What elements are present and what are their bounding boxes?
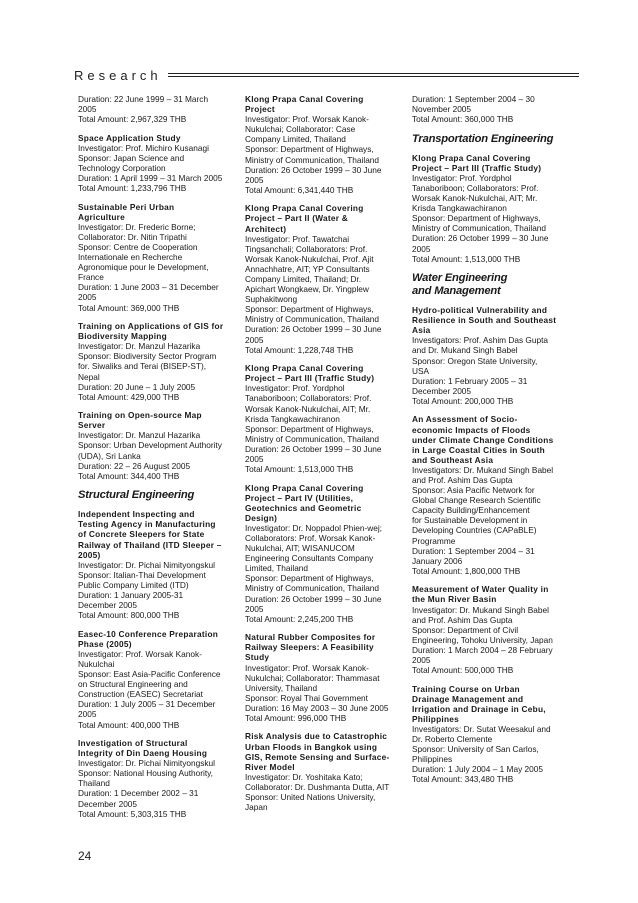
entry-group	[412, 153, 568, 264]
project-details	[78, 143, 234, 193]
project-detail-line: Agronomique pour le Development,	[78, 262, 209, 273]
project-details	[78, 758, 234, 819]
project-title-line: Asia	[412, 325, 431, 336]
project-detail-line: and Dr. Mukand Singh Babel	[412, 345, 518, 356]
header-rule	[168, 73, 579, 77]
project-detail-line: Sponsor: United Nations University,	[245, 792, 376, 803]
project-title	[78, 321, 234, 341]
project-details	[245, 234, 401, 355]
project-title-line: Railway Sleepers: A Feasibility	[245, 642, 374, 653]
project-detail-line: 2005	[78, 292, 97, 303]
project-title-line: Project	[245, 104, 275, 115]
project-detail-line: Nukulchai, AIT; WISANUCOM	[245, 543, 355, 554]
project-details	[78, 649, 234, 730]
project-detail-line: Annachhatre, AIT; YP Consultants	[245, 263, 370, 274]
project-title-line: Integrity of Din Daeng Housing	[78, 748, 208, 759]
section-heading-structural: Structural Engineering	[78, 489, 195, 502]
project-detail-line: Total Amount: 369,000 THB	[78, 302, 180, 313]
project-detail-line: Sponsor: Department of Highways,	[412, 213, 541, 224]
project-detail-line: Duration: 1 September 2004 – 31	[412, 545, 535, 556]
project-detail-line: Programme	[412, 535, 456, 546]
project-detail-line: Sponsor: Japan Science and	[78, 152, 185, 163]
project-title-line: Design)	[245, 512, 278, 523]
project-detail-line: Sponsor: Department of Highways,	[245, 304, 374, 315]
project-detail-line: University, Thailand	[245, 682, 318, 693]
project-detail-line: Investigators: Prof. Ashim Das Gupta	[412, 335, 549, 346]
project-detail-line: Philippines	[412, 754, 453, 765]
project-title	[245, 203, 401, 233]
project-detail-line: Duration: 1 June 2003 – 31 December	[78, 282, 219, 293]
project-detail-line: Total Amount: 1,233,796 THB	[78, 183, 187, 194]
text-line: Total Amount: 2,967,329 THB	[78, 114, 187, 125]
project-title-line: Agriculture	[78, 211, 126, 222]
project-details	[245, 114, 401, 195]
header-title: Research	[74, 67, 162, 83]
project-detail-line: Ministry of Communication, Thailand	[412, 223, 547, 234]
project-entry	[78, 738, 234, 819]
project-title	[245, 94, 401, 114]
project-entry	[245, 483, 401, 624]
project-detail-line: Sponsor: Department of Civil	[412, 624, 519, 635]
project-title-line: Klong Prapa Canal Covering	[245, 482, 364, 493]
project-detail-line: 2005	[245, 334, 264, 345]
project-detail-line: for Sustainable Development in	[412, 515, 528, 526]
project-detail-line: Technology Corporation	[78, 162, 166, 173]
project-detail-line: Construction (EASEC) Secretariat	[78, 689, 203, 700]
project-detail-line: Global Change Research Scientific	[412, 495, 541, 506]
project-title	[412, 153, 568, 173]
project-detail-line: Total Amount: 400,000 THB	[78, 719, 180, 730]
project-title-line: in Large Coastal Cities in South	[412, 444, 545, 455]
project-title-line: Hydro-political Vulnerability and	[412, 305, 548, 316]
project-detail-line: Sponsor: Asia Pacific Network for	[412, 485, 535, 496]
entry-group	[412, 305, 568, 784]
project-detail-line: Duration: 1 April 1999 – 31 March 2005	[78, 173, 223, 184]
project-detail-line: Total Amount: 800,000 THB	[78, 610, 180, 621]
project-details	[412, 724, 568, 785]
project-detail-line: Total Amount: 429,000 THB	[78, 391, 180, 402]
project-detail-line: Duration: 1 March 2004 – 28 February	[412, 644, 553, 655]
project-detail-line: Investigator: Dr. Pichai Nimityongskul	[78, 758, 215, 769]
project-detail-line: Sponsor: Urban Development Authority	[78, 440, 222, 451]
project-detail-line: Investigator: Prof. Worsak Kanok-	[78, 648, 202, 659]
project-title	[78, 410, 234, 430]
project-detail-line: Total Amount: 6,341,440 THB	[245, 184, 354, 195]
project-detail-line: Limited, Thailand	[245, 563, 309, 574]
project-detail-line: Nukulchai; Collaborator: Thammasat	[245, 672, 380, 683]
project-detail-line: Sponsor: Biodiversity Sector Program	[78, 351, 217, 362]
project-detail-line: Sponsor: National Housing Authority,	[78, 768, 213, 779]
project-detail-line: Total Amount: 996,000 THB	[245, 713, 347, 723]
project-title-line: Easec-10 Conference Preparation	[78, 628, 219, 639]
project-title-line: An Assessment of Socio-	[412, 414, 518, 425]
project-title-line: Project – Part IV (Utilities,	[245, 492, 354, 503]
project-title-line: Training Course on Urban	[412, 683, 520, 694]
section-heading-transportation	[412, 133, 568, 146]
text-line: Transportation Engineering	[412, 132, 554, 145]
project-detail-line: (UDA), Sri Lanka	[78, 450, 141, 461]
project-detail-line: for. Siwaliks and Terai (BISEP-ST),	[78, 361, 207, 372]
project-title-line: Space Application Study	[78, 132, 181, 143]
project-detail-line: Total Amount: 5,303,315 THB	[78, 808, 187, 819]
project-detail-line: Total Amount: 1,228,748 THB	[245, 344, 354, 355]
project-title	[78, 202, 234, 222]
project-title-line: Investigation of Structural	[78, 737, 188, 748]
text-line: Water Engineering	[412, 272, 508, 285]
project-entry	[412, 305, 568, 406]
project-detail-line: Duration: 1 July 2005 – 31 December	[78, 699, 216, 710]
project-title-line: Architect)	[245, 223, 287, 234]
project-title-line: GIS, Remote Sensing and Surface-	[245, 751, 390, 762]
project-title-line: Irrigation and Drainage in Cebu,	[412, 703, 546, 714]
project-detail-line: Duration: 1 February 2005 – 31	[412, 375, 528, 386]
project-title-line: Natural Rubber Composites for	[245, 632, 376, 643]
project-detail-line: Capacity Building/Enhancement	[412, 505, 530, 516]
project-title	[245, 363, 401, 383]
project-entry	[412, 153, 568, 264]
project-detail-line: Sponsor: Italian-Thai Development	[78, 569, 206, 580]
text-line: 2005	[78, 104, 97, 115]
lead-continuation	[412, 94, 568, 124]
entry-group	[78, 133, 234, 481]
project-detail-line: December 2005	[78, 600, 138, 611]
project-detail-line: December 2005	[78, 798, 138, 809]
lead-continuation	[78, 94, 234, 124]
project-entry	[78, 202, 234, 313]
project-detail-line: and Prof. Ashim Das Gupta	[412, 474, 513, 485]
project-entry	[245, 731, 401, 812]
project-detail-line: Investigator: Prof. Michiro Kusanagi	[78, 142, 209, 153]
project-detail-line: Public Company Limited (ITD)	[78, 579, 189, 590]
project-detail-line: Investigator: Dr. Noppadol Phien-wej;	[245, 522, 382, 533]
project-entry	[78, 410, 234, 481]
project-detail-line: Duration: 22 – 26 August 2005	[78, 460, 191, 471]
project-title-line: Resilience in South and Southeast	[412, 315, 557, 326]
project-details	[412, 335, 568, 406]
project-title-line: Drainage Management and	[412, 693, 524, 704]
project-detail-line: Internationale en Recherche	[78, 252, 183, 263]
entry-group	[78, 509, 234, 819]
project-title-line: Project – Part II (Water &	[245, 213, 349, 224]
project-details	[245, 383, 401, 474]
project-title	[412, 684, 568, 724]
project-detail-line: Worsak Kanok-Nukulchai, AIT; Mr.	[245, 403, 371, 414]
project-detail-line: Duration: 1 December 2002 – 31	[78, 788, 199, 799]
project-details	[245, 663, 401, 724]
project-details	[78, 341, 234, 402]
text-line: November 2005	[412, 104, 472, 115]
project-entry	[245, 94, 401, 195]
project-entry	[78, 509, 234, 620]
project-detail-line: Tanaboriboon; Collaborators: Prof.	[245, 393, 372, 404]
project-entry	[412, 414, 568, 576]
text-line: Total Amount: 360,000 THB	[412, 114, 514, 125]
project-detail-line: 2005	[78, 709, 97, 720]
section-heading-water	[412, 272, 568, 298]
text-line: Duration: 22 June 1999 – 31 March	[78, 94, 209, 104]
running-header	[74, 66, 579, 84]
project-details	[78, 430, 234, 480]
project-title	[245, 731, 401, 771]
project-title	[78, 133, 234, 143]
project-detail-line: Investigator: Dr. Manzul Hazarika	[78, 430, 201, 441]
project-detail-line: 2005	[245, 453, 264, 464]
project-detail-line: Total Amount: 500,000 THB	[412, 665, 514, 676]
project-detail-line: Duration: 16 May 2003 – 30 June 2005	[245, 702, 389, 713]
project-title-line: Measurement of Water Quality in	[412, 584, 549, 595]
project-detail-line: Krisda Tangkawachiranon	[245, 413, 340, 424]
project-detail-line: Total Amount: 344,400 THB	[78, 470, 180, 481]
project-title-line: Phase (2005)	[78, 638, 132, 649]
project-detail-line: Sponsor: Centre de Cooperation	[78, 242, 198, 252]
project-detail-line: Collaborator: Dr. Dushmanta Dutta, AIT	[245, 781, 390, 792]
project-detail-line: Dr. Roberto Clemente	[412, 734, 493, 745]
project-title	[245, 483, 401, 523]
project-title-line: Sustainable Peri Urban	[78, 201, 175, 212]
project-detail-line: Nukulchai; Collaborator: Case	[245, 124, 356, 135]
project-detail-line: Nukulchai	[78, 658, 115, 669]
project-title	[78, 629, 234, 649]
project-detail-line: Engineering, Tohoku University, Japan	[412, 634, 553, 645]
project-detail-line: Duration: 26 October 1999 – 30 June	[245, 443, 382, 454]
project-title-line: Philippines	[412, 713, 460, 724]
project-detail-line: Company Limited, Thailand	[245, 134, 346, 145]
project-title-line: economic Impacts of Floods	[412, 424, 531, 435]
project-details	[78, 222, 234, 313]
project-details	[412, 465, 568, 576]
project-title-line: Training on Open-source Map	[78, 410, 202, 421]
project-detail-line: Investigator: Dr. Mukand Singh Babel	[412, 604, 549, 615]
project-detail-line: Engineering Consultants Company	[245, 553, 374, 564]
project-detail-line: Japan	[245, 802, 268, 813]
project-entry	[245, 203, 401, 354]
project-title	[412, 305, 568, 335]
project-title	[412, 414, 568, 464]
project-detail-line: 2005	[412, 654, 431, 665]
project-title	[412, 584, 568, 604]
project-title-line: Urban Floods in Bangkok using	[245, 741, 378, 752]
project-detail-line: Sponsor: Oregon State University,	[412, 355, 538, 366]
project-detail-line: Developing Countries (CAPaBLE)	[412, 525, 537, 536]
project-title-line: Independent Inspecting and	[78, 509, 195, 520]
project-detail-line: Investigator: Prof. Yordphol	[412, 172, 512, 183]
project-detail-line: Ministry of Communication, Thailand	[245, 433, 380, 444]
column-3	[412, 94, 568, 793]
project-detail-line: Thailand	[78, 778, 110, 789]
project-details	[245, 523, 401, 624]
project-detail-line: Total Amount: 1,800,000 THB	[412, 565, 521, 576]
project-title-line: Testing Agency in Manufacturing	[78, 519, 216, 530]
project-detail-line: Collaborator: Dr. Nitin Tripathi	[78, 231, 187, 242]
entry-group	[245, 94, 401, 812]
project-title-line: of Concrete Sleepers for State	[78, 529, 205, 540]
project-details	[412, 173, 568, 264]
project-detail-line: Investigators: Dr. Sutat Weesakul and	[412, 723, 551, 734]
project-detail-line: Total Amount: 1,513,000 THB	[245, 464, 354, 475]
project-detail-line: Sponsor: Department of Highways,	[245, 423, 374, 434]
project-title-line: Railway of Thailand (ITD Sleeper –	[78, 539, 222, 550]
project-title-line: Study	[245, 652, 270, 663]
project-detail-line: Investigator: Dr. Frederic Borne;	[78, 221, 196, 232]
project-entry	[412, 684, 568, 785]
project-detail-line: Worsak Kanok-Nukulchai, Prof. Ajit	[245, 253, 374, 264]
project-title-line: Klong Prapa Canal Covering	[412, 152, 531, 163]
project-detail-line: Ministry of Communication, Thailand	[245, 583, 380, 594]
project-detail-line: Investigator: Prof. Worsak Kanok-	[245, 114, 369, 125]
project-title	[78, 738, 234, 758]
project-title-line: Geotechnics and Geometric	[245, 502, 362, 513]
project-details	[245, 772, 401, 812]
project-detail-line: Duration: 1 July 2004 – 1 May 2005	[412, 764, 543, 775]
project-detail-line: 2005	[245, 603, 264, 614]
project-detail-line: Total Amount: 1,513,000 THB	[412, 253, 521, 264]
project-detail-line: Suphakitwong	[245, 294, 298, 305]
project-title-line: Klong Prapa Canal Covering	[245, 203, 364, 214]
project-entry	[78, 321, 234, 402]
project-title-line: Project – Part III (Traffic Study)	[412, 162, 542, 173]
project-title-line: the Mun River Basin	[412, 594, 497, 605]
project-details	[412, 605, 568, 676]
project-detail-line: Total Amount: 2,245,200 THB	[245, 613, 354, 624]
project-detail-line: Sponsor: Department of Highways,	[245, 573, 374, 584]
project-detail-line: Apichart Wongkaew, Dr. Yingplew	[245, 284, 369, 295]
project-title-line: Klong Prapa Canal Covering	[245, 363, 364, 374]
project-detail-line: Krisda Tangkawachiranon	[412, 203, 507, 214]
project-detail-line: Duration: 26 October 1999 – 30 June	[245, 593, 382, 604]
project-detail-line: Tingsanchali; Collaborators: Prof.	[245, 243, 368, 254]
project-title	[245, 632, 401, 662]
project-detail-line: Worsak Kanok-Nukulchai, AIT; Mr.	[412, 193, 538, 204]
project-detail-line: Ministry of Communication, Thailand	[245, 314, 380, 325]
project-detail-line: Investigator: Prof. Worsak Kanok-	[245, 662, 369, 673]
project-detail-line: Investigator: Dr. Manzul Hazarika	[78, 341, 201, 352]
project-title-line: River Model	[245, 761, 295, 772]
project-detail-line: France	[78, 272, 104, 283]
project-detail-line: Duration: 26 October 1999 – 30 June	[245, 164, 382, 175]
column-1	[78, 94, 234, 827]
project-detail-line: Sponsor: University of San Carlos,	[412, 744, 539, 755]
project-title-line: Klong Prapa Canal Covering	[245, 94, 364, 104]
project-detail-line: Duration: 20 June – 1 July 2005	[78, 381, 196, 392]
project-title	[78, 509, 234, 559]
project-title-line: Biodiversity Mapping	[78, 331, 167, 342]
project-detail-line: Duration: 26 October 1999 – 30 June	[245, 324, 382, 335]
project-detail-line: Sponsor: Department of Highways,	[245, 144, 374, 155]
project-entry	[245, 632, 401, 723]
project-detail-line: Nepal	[78, 371, 100, 382]
project-detail-line: 2005	[412, 243, 431, 254]
project-detail-line: on Structural Engineering and	[78, 679, 188, 690]
project-detail-line: Company Limited, Thailand; Dr.	[245, 273, 362, 284]
project-detail-line: Total Amount: 343,480 THB	[412, 774, 514, 785]
project-detail-line: Duration: 1 January 2005-31	[78, 589, 184, 600]
text-line: Duration: 1 September 2004 – 30	[412, 94, 535, 104]
project-title-line: Server	[78, 420, 106, 431]
project-detail-line: Duration: 26 October 1999 – 30 June	[412, 233, 549, 244]
project-detail-line: Investigator: Prof. Yordphol	[245, 383, 345, 394]
project-detail-line: January 2006	[412, 555, 463, 566]
project-title-line: under Climate Change Conditions	[412, 434, 554, 445]
project-detail-line: Investigator: Prof. Tawatchai	[245, 233, 350, 244]
project-title-line: Risk Analysis due to Catastrophic	[245, 731, 388, 742]
column-2	[245, 94, 401, 821]
project-detail-line: Tanaboriboon; Collaborators: Prof.	[412, 182, 539, 193]
project-detail-line: Sponsor: Royal Thai Government	[245, 692, 368, 703]
project-detail-line: Investigator: Dr. Yoshitaka Kato;	[245, 771, 363, 782]
project-entry	[78, 133, 234, 194]
text-line: and Management	[412, 285, 501, 298]
page-number: 24	[78, 849, 92, 863]
project-detail-line: Investigators: Dr. Mukand Singh Babel	[412, 464, 554, 475]
project-title-line: Training on Applications of GIS for	[78, 321, 224, 332]
project-detail-line: Sponsor: East Asia-Pacific Conference	[78, 669, 221, 680]
project-detail-line: Collaborators: Prof. Worsak Kanok-	[245, 533, 376, 544]
project-detail-line: Ministry of Communication, Thailand	[245, 154, 380, 165]
project-detail-line: USA	[412, 365, 430, 376]
project-title-line: and Southeast Asia	[412, 454, 494, 465]
project-entry	[412, 584, 568, 675]
project-detail-line: Total Amount: 200,000 THB	[412, 395, 514, 406]
project-entry	[78, 629, 234, 730]
project-title-line: Project – Part III (Traffic Study)	[245, 373, 375, 384]
project-details	[78, 560, 234, 621]
project-detail-line: and Prof. Ashim Das Gupta	[412, 614, 513, 625]
project-detail-line: 2005	[245, 174, 264, 185]
project-detail-line: December 2005	[412, 385, 472, 396]
project-detail-line: Investigator: Dr. Pichai Nimityongskul	[78, 559, 215, 570]
project-entry	[245, 363, 401, 474]
project-title-line: 2005)	[78, 549, 101, 560]
